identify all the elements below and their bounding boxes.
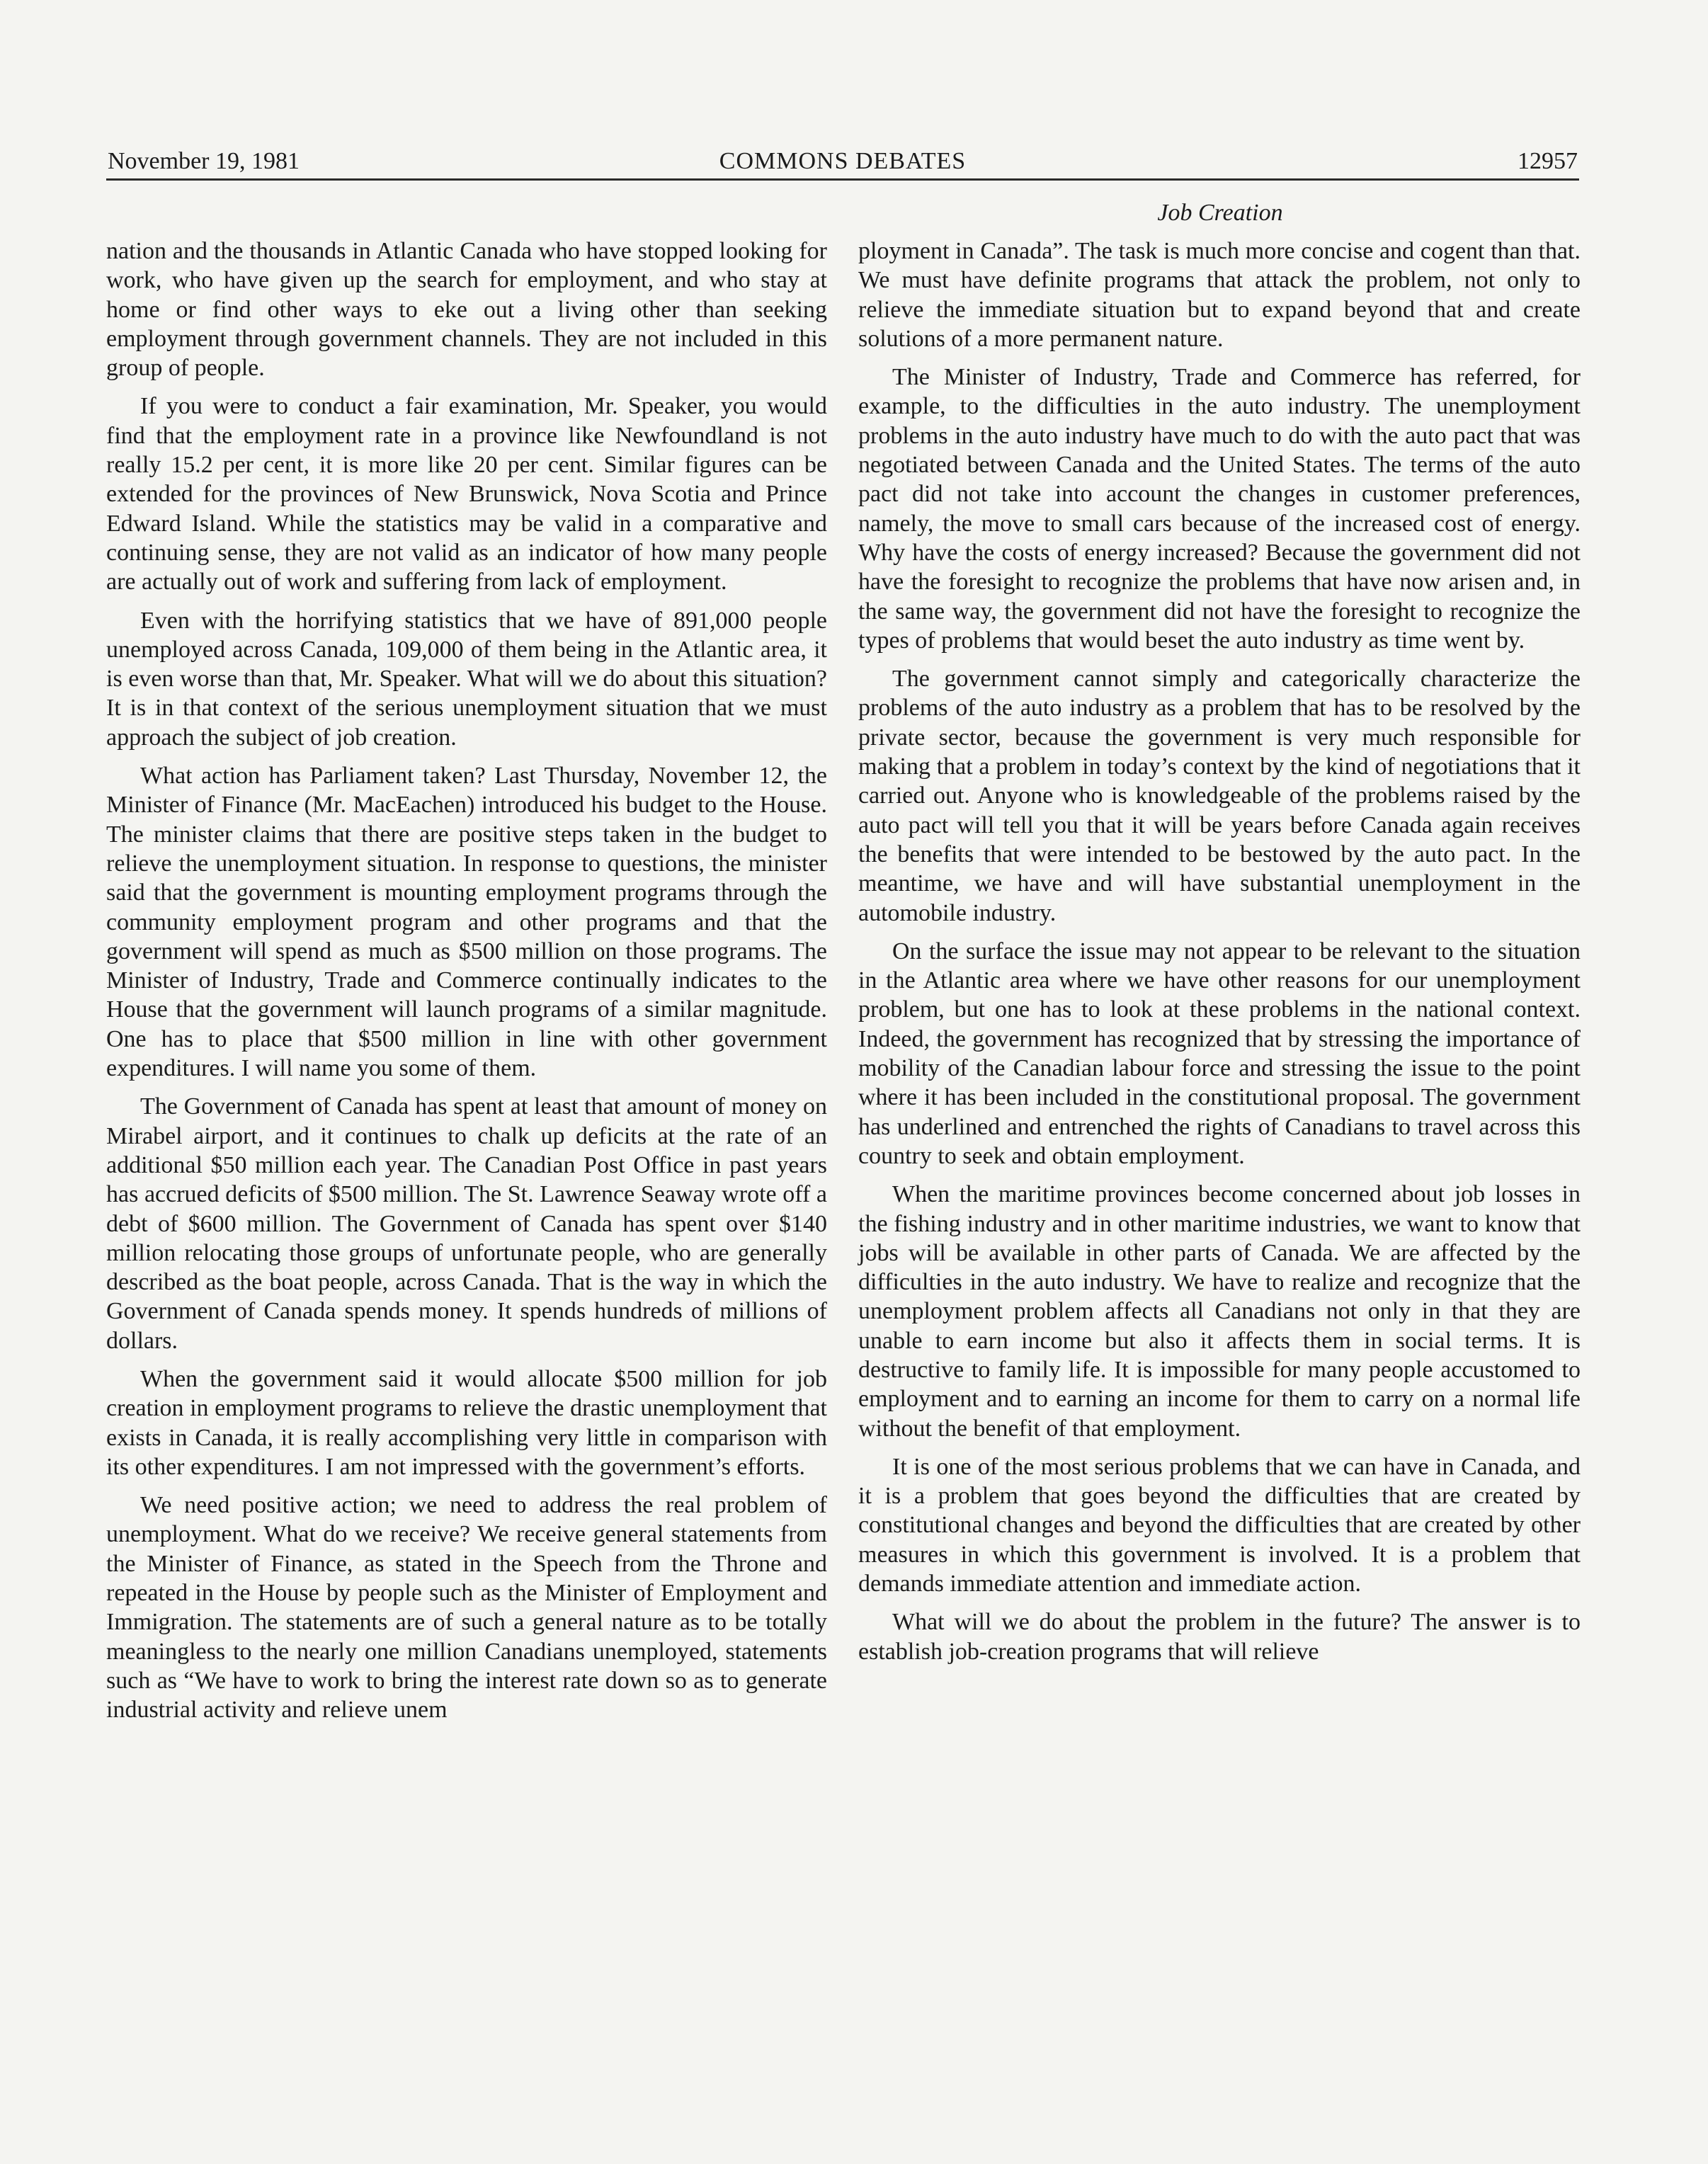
- header-title: COMMONS DEBATES: [719, 148, 967, 174]
- paragraph: When the maritime provinces become concerned about job losses in the fishing industry and in other maritime industries, we want to know that jobs will be available in other parts of Canada. We are affected by the difficulties in the auto industry. We have to realize and recognize that the unemployment problem affects all Canadians not only in that they are unable to earn income but also it affects them in social terms. It is destructive to family life. It is impossible for many people accustomed to employment and to earning an income for them to carry on a normal life without the benefit of that employment.: [858, 1181, 1581, 1442]
- paragraph: What will we do about the problem in the future? The answer is to establish job-creation programs that will relieve: [858, 1609, 1581, 1665]
- paragraph: When the government said it would allocate $500 million for job creation in employment programs to relieve the drastic unemployment that exists in Canada, it is really accomplishing very little in comparison with its other expenditures. I am not impressed with the government’s efforts.: [106, 1365, 827, 1480]
- header-page-number: 12957: [1518, 148, 1578, 174]
- header-date: November 19, 1981: [108, 148, 300, 174]
- paragraph: On the surface the issue may not appear to be relevant to the situation in the Atlantic area where we have other reasons for our unemployment problem, but one has to look at these problems in the national context. Indeed, the government has recognized that by stressing the importance of mobility of the Canadian labour force and stressing the issue to the point where it has been included in the constitutional proposal. The government has underlined and entrenched the rights of Canadians to travel across this country to seek and obtain employment.: [858, 938, 1581, 1169]
- paragraph: The government cannot simply and categorically characterize the problems of the auto industry as a problem that has to be resolved by the private sector, because the government is very much responsible for making that a problem in today’s context by the kind of negotiations that it carried out. Anyone who is knowledgeable of the problems raised by the auto pact will tell you that it will be years before Canada again receives the benefits that were intended to be bestowed by the auto pact. In the meantime, we have and will have substantial unemployment in the automobile industry.: [858, 666, 1581, 926]
- paragraph: Even with the horrifying statistics that we have of 891,000 people unemployed across Canada, 109,000 of them being in the Atlantic area, it is even worse than that, Mr. Speaker. What will we do about this situation? It is in that context of the serious unemployment situation that we must approach the subject of job creation.: [106, 607, 827, 751]
- running-header: [106, 142, 1579, 181]
- paragraph: ployment in Canada”. The task is much more concise and cogent than that. We must have definite programs that attack the problem, not only to relieve the immediate situation but to expand beyond that and create solutions of a more permanent nature.: [858, 238, 1581, 352]
- paragraph: We need positive action; we need to address the real problem of unemployment. What do we receive? We receive general statements from the Minister of Finance, as stated in the Speech from the Throne and repeated in the House by people such as the Minister of Employment and Immigration. The statements are of such a general nature as to be totally meaningless to the nearly one million Canadians unemployed, statements such as “We have to work to bring the interest rate down so as to generate industrial activity and relieve unem: [106, 1492, 827, 1724]
- paragraph: What action has Parliament taken? Last Thursday, November 12, the Minister of Finance (Mr. MacEachen) introduced his budget to the House. The minister claims that there are positive steps taken in the budget to relieve the unemployment situation. In response to questions, the minister said that the government is mounting employment programs through the community employment program and other programs and that the government will spend as much as $500 million on those programs. The Minister of Industry, Trade and Commerce continually indicates to the House that the government will launch programs of a similar magnitude. One has to place that $500 million in line with other government expenditures. I will name you some of them.: [106, 763, 827, 1082]
- right-column: [858, 237, 1581, 1675]
- paragraph: It is one of the most serious problems that we can have in Canada, and it is a problem that goes beyond the difficulties that are created by constitutional changes and beyond the difficulties that are created by other measures in which this government is involved. It is a problem that demands immediate attention and immediate action.: [858, 1453, 1581, 1598]
- left-column: [106, 237, 827, 1734]
- paragraph: nation and the thousands in Atlantic Canada who have stopped looking for work, who have given up the search for employment, and who stay at home or find other ways to eke out a living other than seeking employment through government channels. They are not included in this group of people.: [106, 238, 827, 382]
- paragraph: The Minister of Industry, Trade and Commerce has referred, for example, to the difficulties in the auto industry. The unemployment problems in the auto industry have much to do with the auto pact that was negotiated between Canada and the United States. The terms of the auto pact did not take into account the changes in customer preferences, namely, the move to small cars because of the increased cost of energy. Why have the costs of energy increased? Because the government did not have the foresight to recognize the problems that have now arisen and, in the same way, the government did not have the foresight to recognize the types of problems that would beset the auto industry as time went by.: [858, 364, 1581, 654]
- section-title: Job Creation: [1157, 200, 1283, 226]
- paragraph: If you were to conduct a fair examination, Mr. Speaker, you would find that the employment rate in a province like Newfoundland is not really 15.2 per cent, it is more like 20 per cent. Similar figures can be extended for the provinces of New Brunswick, Nova Scotia and Prince Edward Island. While the statistics may be valid in a comparative and continuing sense, they are not valid as an indicator of how many people are actually out of work and suffering from lack of employment.: [106, 393, 827, 596]
- paragraph: The Government of Canada has spent at least that amount of money on Mirabel airport, and it continues to chalk up deficits at the rate of an additional $50 million each year. The Canadian Post Office in past years has accrued deficits of $500 million. The St. Lawrence Seaway wrote off a debt of $600 million. The Government of Canada has spent over $140 million relocating those groups of unfortunate people, who are generally described as the boat people, across Canada. That is the way in which the Government of Canada spends money. It spends hundreds of millions of dollars.: [106, 1093, 827, 1354]
